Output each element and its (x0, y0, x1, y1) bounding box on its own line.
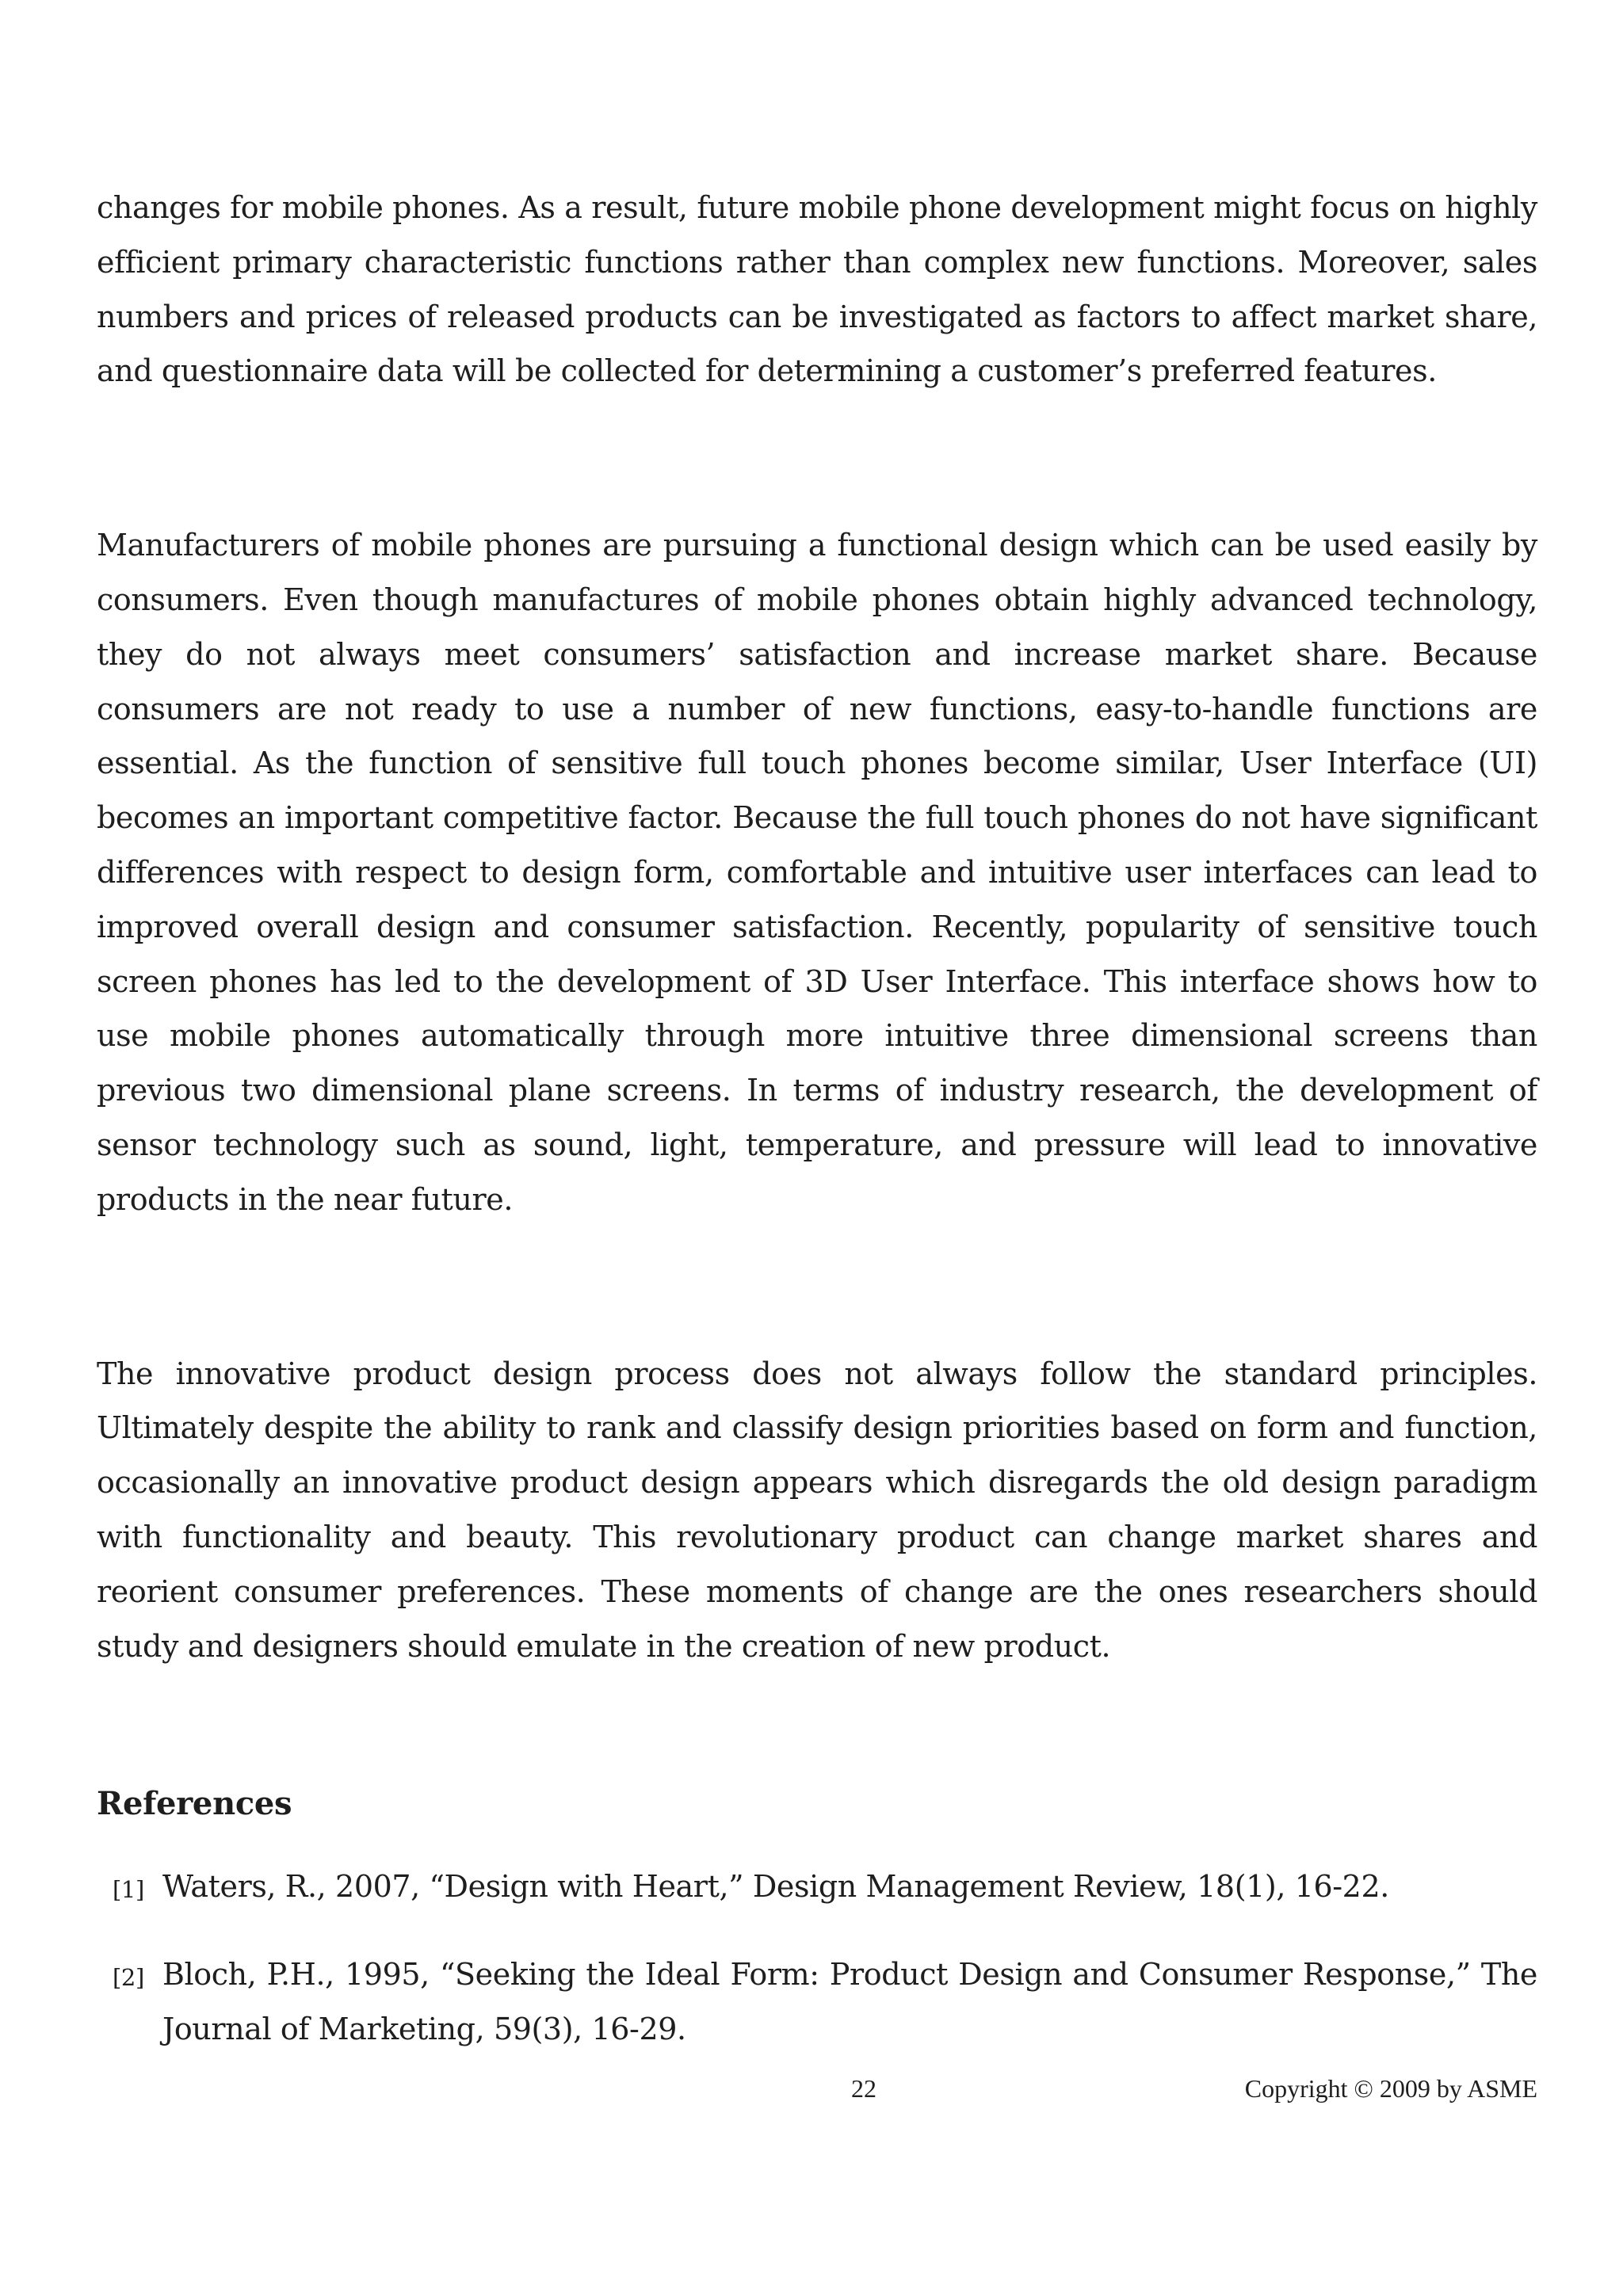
reference-number: [1] (113, 1876, 144, 1904)
reference-list (97, 1859, 1537, 2056)
references-heading: References (97, 1785, 292, 1823)
paragraph-1: changes for mobile phones. As a result, future mobile phone development might focus on highly efficient primary characteristic functions rather than complex new functions. Moreover, sales numbers and prices of released products can be investigated as factors to affect market share, and questionnaire data will be collected for determining a customer’s preferred features. (97, 190, 1537, 389)
reference-number: [2] (113, 1964, 144, 1992)
paragraph-2: Manufacturers of mobile phones are pursuing a functional design which can be used easily by consumers. Even though manufactures of mobile phones obtain highly advanced technology, they do not always meet consumers’ satisfaction and increase market share. Because consumers are not ready to use a number of new functions, easy-to-handle functions are essential. As the function of sensitive full touch phones become similar, User Interface (UI) becomes an important competitive factor. Because the full touch phones do not have significant differences with respect to design form, comfortable and intuitive user interfaces can lead to improved overall design and consumer satisfaction. Recently, popularity of sensitive touch screen phones has led to the development of 3D User Interface. This interface shows how to use mobile phones automatically through more intuitive three dimensional screens than previous two dimensional plane screens. In terms of industry research, the development of sensor technology such as sound, light, temperature, and pressure will lead to innovative products in the near future. (97, 528, 1537, 1217)
reference-text: Waters, R., 2007, “Design with Heart,” Design Management Review, 18(1), 16-22. (162, 1869, 1389, 1905)
page-number: 22 (851, 2074, 876, 2103)
reference-item-2 (97, 1947, 1537, 2057)
paragraph-3: The innovative product design process does not always follow the standard principles. Ultimately despite the ability to rank and classify design priorities based on form and function, occasionally an innovative product design appears which disregards the old design paradigm with functionality and beauty. This revolutionary product can change market shares and reorient consumer preferences. These moments of change are the ones researchers should study and designers should emulate in the creation of new product. (97, 1356, 1537, 1664)
copyright-notice: Copyright © 2009 by ASME (1244, 2074, 1537, 2103)
reference-item-1 (97, 1859, 1537, 1914)
page-body (97, 181, 1537, 2057)
reference-text: Bloch, P.H., 1995, “Seeking the Ideal Form: Product Design and Consumer Response,” The Journal of Marketing, 59(3), 16-29. (162, 1957, 1537, 2046)
